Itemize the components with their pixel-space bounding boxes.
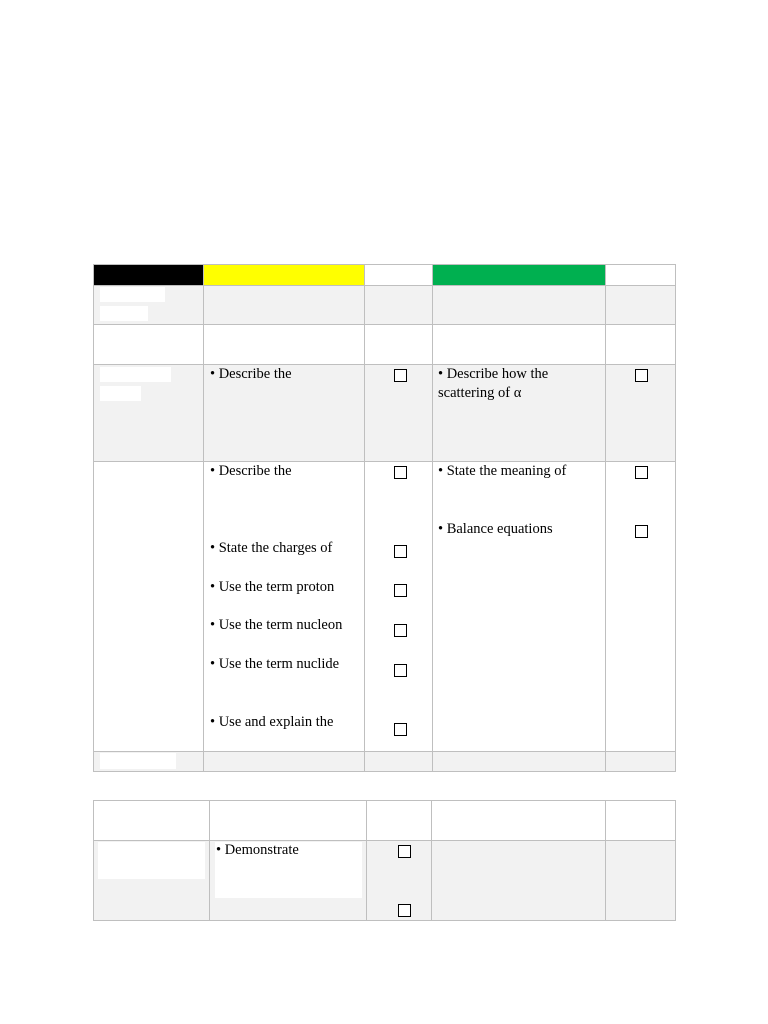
redacted-text xyxy=(98,842,205,879)
table-cell xyxy=(433,752,606,772)
header-cell-blank xyxy=(606,265,676,286)
table-cell xyxy=(204,462,365,752)
checklist-table-2 xyxy=(93,800,676,921)
table-cell xyxy=(606,325,676,365)
redacted-text xyxy=(100,367,171,382)
checkbox[interactable] xyxy=(394,369,407,382)
table-cell xyxy=(606,752,676,772)
table-cell xyxy=(606,365,676,462)
table-row xyxy=(94,752,676,772)
objective-item: • State the charges of xyxy=(210,540,333,556)
objective-item: • Describe the xyxy=(210,463,292,479)
redacted-text xyxy=(100,287,165,302)
table-cell xyxy=(210,801,367,841)
table-cell xyxy=(432,841,606,921)
header-cell-green xyxy=(433,265,606,286)
checkbox[interactable] xyxy=(398,845,411,858)
table-cell xyxy=(204,325,365,365)
objective-item: • Use the term proton xyxy=(210,579,335,595)
objective-item-continuation: scattering of α xyxy=(438,385,522,401)
redacted-text xyxy=(100,306,148,321)
table-row xyxy=(94,801,676,841)
checkbox[interactable] xyxy=(394,664,407,677)
table-cell xyxy=(365,752,433,772)
table-cell xyxy=(204,286,365,325)
table-cell xyxy=(433,286,606,325)
objective-item: • Describe how the xyxy=(438,366,549,382)
objective-item: • State the meaning of xyxy=(438,463,567,479)
objective-item: • Use the term nuclide xyxy=(210,656,340,672)
objective-item: • Use the term nucleon xyxy=(210,617,343,633)
checkbox[interactable] xyxy=(394,624,407,637)
checkbox[interactable] xyxy=(394,466,407,479)
header-row xyxy=(94,265,676,286)
objective-item: • Describe the xyxy=(210,366,292,382)
table-cell xyxy=(204,752,365,772)
table-cell xyxy=(606,841,676,921)
table-cell xyxy=(94,462,204,752)
table-row xyxy=(94,841,676,921)
table-cell xyxy=(432,801,606,841)
checkbox[interactable] xyxy=(394,723,407,736)
table-cell xyxy=(367,841,432,921)
header-cell-yellow xyxy=(204,265,365,286)
checkbox[interactable] xyxy=(398,904,411,917)
table-cell xyxy=(210,841,367,921)
checkbox[interactable] xyxy=(635,466,648,479)
objective-item: • Use and explain the xyxy=(210,714,334,730)
table-cell xyxy=(433,325,606,365)
checklist-table-1 xyxy=(93,264,676,772)
header-cell-black xyxy=(94,265,204,286)
header-cell-blank xyxy=(365,265,433,286)
table-cell xyxy=(365,286,433,325)
table-cell xyxy=(94,286,204,325)
table-cell xyxy=(433,365,606,462)
table-row xyxy=(94,286,676,325)
table-cell xyxy=(94,801,210,841)
objective-item: • Demonstrate xyxy=(216,842,299,858)
table-row xyxy=(94,365,676,462)
checkbox[interactable] xyxy=(635,369,648,382)
redacted-text xyxy=(100,386,141,401)
checkbox[interactable] xyxy=(394,584,407,597)
table-row xyxy=(94,325,676,365)
table-cell xyxy=(433,462,606,752)
checkbox[interactable] xyxy=(394,545,407,558)
table-cell xyxy=(606,462,676,752)
table-cell xyxy=(94,325,204,365)
table-cell xyxy=(94,841,210,921)
checkbox[interactable] xyxy=(635,525,648,538)
table-cell xyxy=(94,752,204,772)
table-cell xyxy=(204,365,365,462)
table-row xyxy=(94,462,676,752)
table-cell xyxy=(365,365,433,462)
table-cell xyxy=(365,462,433,752)
table-cell xyxy=(606,801,676,841)
table-cell xyxy=(606,286,676,325)
table-cell xyxy=(365,325,433,365)
redacted-text xyxy=(100,753,176,769)
table-cell xyxy=(94,365,204,462)
table-cell xyxy=(367,801,432,841)
objective-item: • Balance equations xyxy=(438,521,553,537)
